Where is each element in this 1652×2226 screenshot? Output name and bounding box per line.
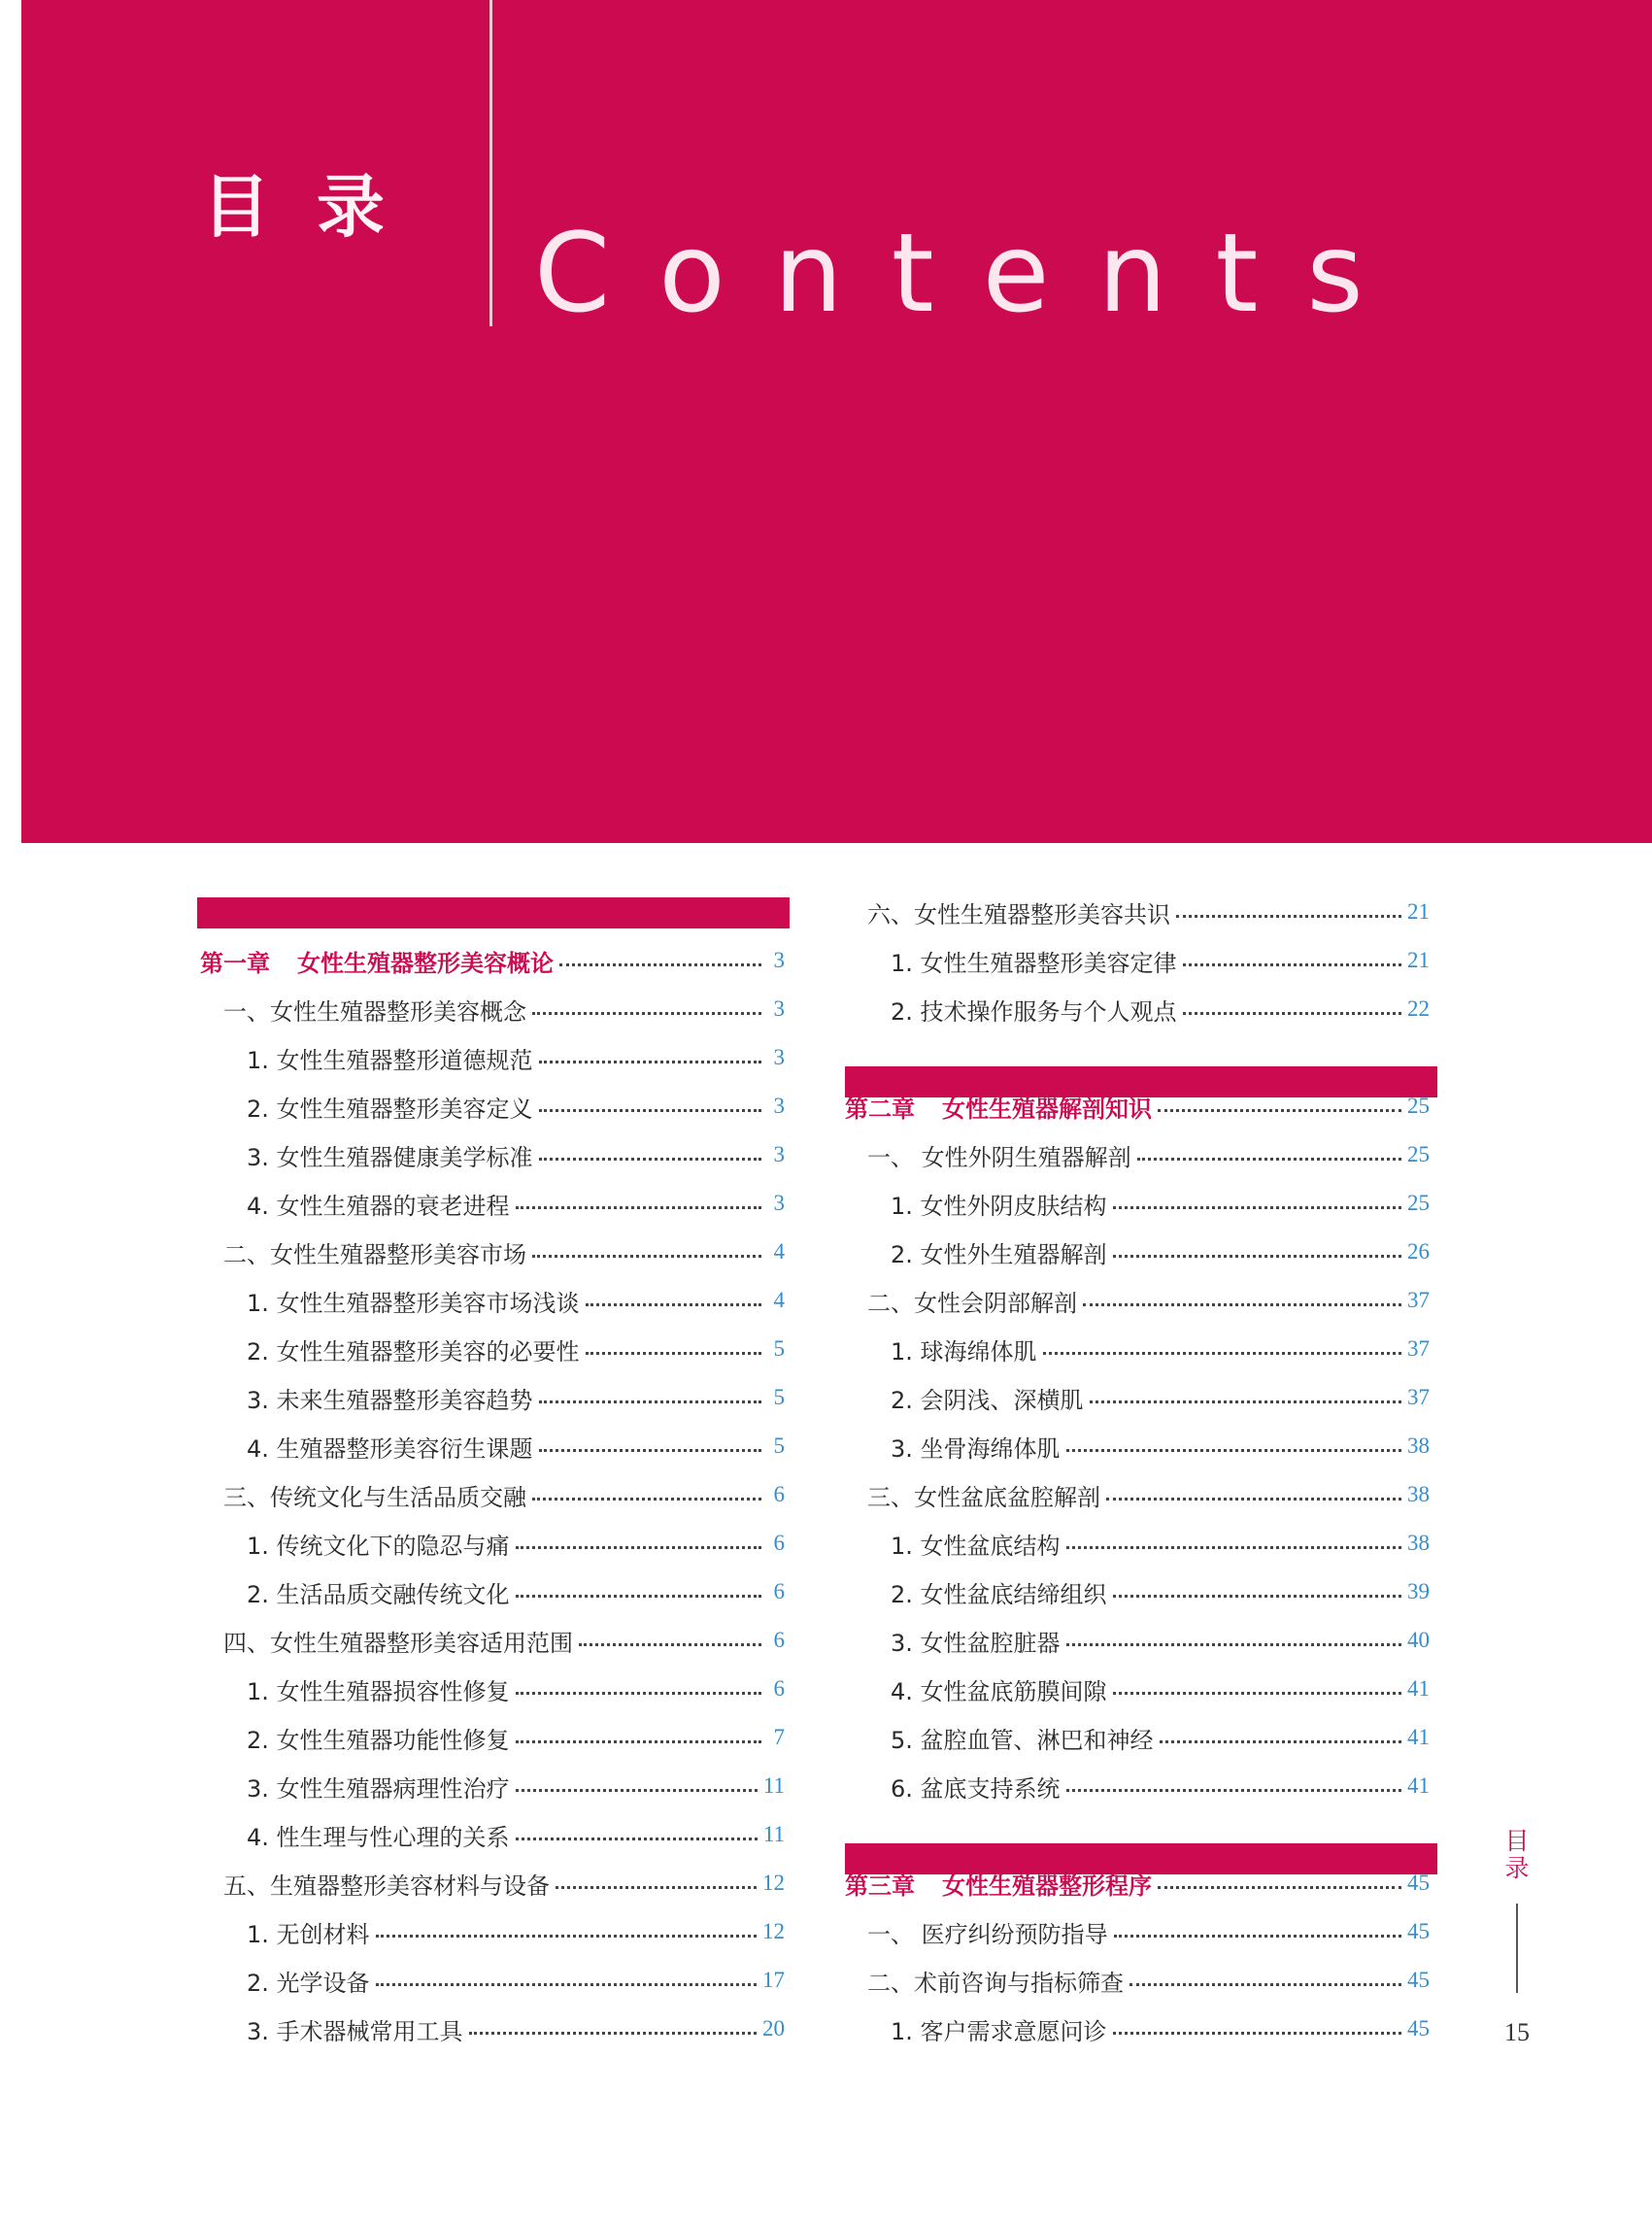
toc-entry-title: 3. 女性生殖器病理性治疗 [247,1774,510,1803]
toc-entry-title: 六、女性生殖器整形美容共识 [867,900,1170,928]
toc-page-number: 4 [773,1288,785,1312]
toc-entry-title: 1. 球海绵体肌 [891,1337,1037,1366]
toc-entry-title: 2. 会阴浅、深横肌 [891,1386,1084,1414]
toc-entry-title: 三、女性盆底盆腔解剖 [867,1483,1100,1511]
toc-entry-item[interactable] [247,1519,785,1568]
toc-page-number: 38 [1407,1482,1430,1506]
toc-page-number: 40 [1407,1628,1430,1652]
dot-leader [1066,1643,1401,1646]
dot-leader [1137,1158,1401,1161]
toc-entry-title: 2. 生活品质交融传统文化 [247,1580,510,1608]
side-section-label: 目录 [1504,1827,1530,1882]
dot-leader [516,1740,761,1743]
toc-entry-title: 5. 盆腔血管、淋巴和神经 [891,1726,1154,1754]
toc-page-number: 37 [1407,1336,1430,1361]
toc-entry-title: 一、 女性外阴生殖器解剖 [867,1143,1131,1171]
title-chinese: 目录 [202,167,431,247]
toc-entry-item[interactable] [247,1907,785,1956]
title-english: Contents [534,211,1412,337]
toc-page-number: 17 [762,1968,785,1992]
dot-leader [1158,1109,1401,1112]
toc-entry-chapter[interactable] [845,1082,1430,1130]
toc-entry-title: 1. 女性生殖器整形美容定律 [891,949,1177,977]
dot-leader [516,1206,761,1209]
toc-page-number: 3 [773,948,785,972]
toc-entry-title: 3. 手术器械常用工具 [247,2017,463,2045]
dot-leader [1183,963,1401,966]
chapter-label: 第一章 [200,949,270,977]
toc-page-number: 45 [1407,2016,1430,2040]
dot-leader [1176,915,1401,918]
toc-entry-title: 1. 客户需求意愿问诊 [891,2017,1107,2045]
toc-entry-title: 四、女性生殖器整形美容适用范围 [223,1629,573,1657]
toc-entry-item[interactable] [891,1228,1430,1276]
toc-entry-chapter[interactable] [200,936,785,985]
toc-page-number: 20 [762,2016,785,2040]
toc-entry-title [200,944,554,978]
toc-page-number: 3 [773,1191,785,1215]
dot-leader [1066,1546,1401,1549]
dot-leader [586,1303,761,1306]
toc-entry-section[interactable] [223,1228,785,1276]
toc-entry-item[interactable] [891,1568,1430,1616]
toc-entry-item[interactable] [891,1713,1430,1762]
toc-entry-item[interactable] [247,1276,785,1325]
toc-page-number: 37 [1407,1288,1430,1312]
toc-page-number: 11 [762,1822,785,1846]
dot-leader [539,1449,761,1452]
chapter-title: 女性生殖器解剖知识 [942,1095,1152,1123]
toc-entry-item[interactable] [247,1568,785,1616]
dot-leader [539,1109,761,1112]
toc-page-number: 11 [762,1773,785,1798]
toc-page-number: 6 [773,1482,785,1506]
toc-entry-title: 1. 女性生殖器损容性修复 [247,1677,510,1705]
dot-leader [532,1498,761,1501]
toc-page-number: 41 [1407,1676,1430,1701]
toc-page-number: 38 [1407,1433,1430,1458]
toc-page-number: 5 [773,1433,785,1458]
dot-leader [1129,1983,1401,1986]
toc-page-number: 3 [773,996,785,1021]
toc-page-number: 5 [773,1336,785,1361]
toc-entry-title: 三、传统文化与生活品质交融 [223,1483,526,1511]
toc-entry-title: 2. 女性生殖器整形美容定义 [247,1095,533,1123]
header-divider [489,0,492,326]
toc-page-number: 41 [1407,1773,1430,1798]
toc-entry-item[interactable] [891,1519,1430,1568]
page-number: 15 [1504,2018,1530,2046]
toc-entry-section[interactable] [867,1470,1430,1519]
toc-entry-title: 2. 技术操作服务与个人观点 [891,997,1177,1026]
toc-entry-item[interactable] [891,1762,1430,1810]
toc-entry-title: 4. 女性生殖器的衰老进程 [247,1192,510,1220]
toc-page-number: 4 [773,1239,785,1264]
dot-leader [1113,2032,1401,2035]
toc-entry-item[interactable] [247,1082,785,1130]
dot-leader [559,963,761,966]
toc-page-number: 21 [1407,899,1430,924]
dot-leader [1043,1352,1401,1355]
toc-entry-section[interactable] [867,1956,1430,2005]
toc-entry-item[interactable] [247,1179,785,1228]
toc-page-number: 6 [773,1579,785,1603]
dot-leader [1106,1498,1401,1501]
dot-leader [376,1935,757,1938]
toc-entry-item[interactable] [247,1810,785,1859]
dot-leader [539,1400,761,1403]
dot-leader [1160,1740,1401,1743]
toc-entry-title: 1. 女性盆底结构 [891,1532,1061,1560]
dot-leader [579,1643,761,1646]
toc-entry-section[interactable] [867,1907,1430,1956]
toc-entry-item[interactable] [247,1130,785,1179]
side-divider [1516,1904,1518,1993]
toc-entry-title: 1. 女性生殖器整形道德规范 [247,1046,533,1074]
toc-page-number: 37 [1407,1385,1430,1409]
toc-entry-title: 1. 女性外阴皮肤结构 [891,1192,1107,1220]
toc-page-number: 6 [773,1628,785,1652]
toc-entry-title: 3. 坐骨海绵体肌 [891,1434,1061,1463]
toc-page-number: 26 [1407,1239,1430,1264]
dot-leader [1113,1692,1401,1695]
chapter-label: 第二章 [845,1095,915,1123]
toc-entry-title: 4. 生殖器整形美容衍生课题 [247,1434,533,1463]
dot-leader [1083,1303,1401,1306]
toc-entry-title: 二、术前咨询与指标筛查 [867,1969,1124,1997]
toc-page-number: 21 [1407,948,1430,972]
header-banner [21,0,1652,843]
dot-leader [1090,1400,1401,1403]
dot-leader [469,2032,757,2035]
toc-entry-item[interactable] [247,1762,785,1810]
toc-entry-item[interactable] [247,1373,785,1422]
toc-page-number: 39 [1407,1579,1430,1603]
toc-page-number: 25 [1407,1094,1430,1118]
dot-leader [1113,1206,1401,1209]
toc-entry-section[interactable] [223,1616,785,1665]
dot-leader [1066,1789,1401,1792]
toc-entry-item[interactable] [891,1665,1430,1713]
toc-entry-title: 3. 未来生殖器整形美容趋势 [247,1386,533,1414]
toc-entry-title: 6. 盆底支持系统 [891,1774,1061,1803]
toc-page-number: 5 [773,1385,785,1409]
toc-entry-item[interactable] [891,985,1430,1033]
toc-entry-chapter[interactable] [845,1859,1430,1907]
toc-entry-title: 1. 女性生殖器整形美容市场浅谈 [247,1289,580,1317]
toc-page-number: 3 [773,1045,785,1069]
dot-leader [556,1886,757,1889]
toc-entry-item[interactable] [891,1179,1430,1228]
toc-page-number: 45 [1407,1871,1430,1895]
toc-entry-section[interactable] [223,1470,785,1519]
dot-leader [516,1546,761,1549]
dot-leader [516,1692,761,1695]
toc-page-number: 38 [1407,1531,1430,1555]
toc-entry-item[interactable] [247,1422,785,1470]
toc-entry-section[interactable] [223,1859,785,1907]
chapter-label: 第三章 [845,1872,915,1900]
toc-page-number: 3 [773,1094,785,1118]
toc-entry-item[interactable] [247,2005,785,2053]
toc-page-number: 45 [1407,1919,1430,1943]
toc-entry-title: 2. 光学设备 [247,1969,370,1997]
toc-entry-title: 2. 女性外生殖器解剖 [891,1240,1107,1268]
dot-leader [532,1012,761,1015]
toc-entry-item[interactable] [247,1956,785,2005]
toc-page-number: 22 [1407,996,1430,1021]
dot-leader [516,1838,758,1840]
toc-entry-item[interactable] [891,936,1430,985]
toc-entry-item[interactable] [891,1616,1430,1665]
dot-leader [1113,1595,1401,1598]
toc-entry-title: 一、 医疗纠纷预防指导 [867,1920,1108,1948]
toc-entry-title: 4. 性生理与性心理的关系 [247,1823,510,1851]
dot-leader [1183,1012,1401,1015]
dot-leader [516,1789,758,1792]
toc-page-number: 12 [762,1871,785,1895]
dot-leader [376,1983,757,1986]
dot-leader [1114,1935,1401,1938]
toc-entry-section[interactable] [867,888,1430,936]
toc-entry-title: 4. 女性盆底筋膜间隙 [891,1677,1107,1705]
toc-entry-title: 二、女性生殖器整形美容市场 [223,1240,526,1268]
toc-entry-title: 五、生殖器整形美容材料与设备 [223,1872,550,1900]
toc-entry-section[interactable] [867,1276,1430,1325]
toc-entry-title: 一、女性生殖器整形美容概念 [223,997,526,1026]
toc-entry-item[interactable] [891,1325,1430,1373]
toc-entry-title: 2. 女性盆底结缔组织 [891,1580,1107,1608]
toc-entry-title [845,1867,1152,1901]
toc-page-number: 6 [773,1676,785,1701]
toc-page-number: 7 [773,1725,785,1749]
dot-leader [516,1595,761,1598]
toc-page-number: 6 [773,1531,785,1555]
toc-page-number: 12 [762,1919,785,1943]
toc-entry-item[interactable] [247,1713,785,1762]
dot-leader [586,1352,761,1355]
dot-leader [1113,1255,1401,1258]
dot-leader [539,1061,761,1063]
chapter-title: 女性生殖器整形美容概论 [297,949,554,977]
toc-entry-item[interactable] [891,1422,1430,1470]
toc-entry-item[interactable] [247,1033,785,1082]
dot-leader [1066,1449,1401,1452]
toc-entry-item[interactable] [247,1665,785,1713]
toc-page-number: 41 [1407,1725,1430,1749]
chapter-title: 女性生殖器整形程序 [942,1872,1152,1900]
dot-leader [539,1158,761,1161]
toc-page-number: 3 [773,1142,785,1166]
dot-leader [532,1255,761,1258]
toc-entry-item[interactable] [891,2005,1430,2053]
toc-entry-title: 二、女性会阴部解剖 [867,1289,1077,1317]
toc-page-number: 25 [1407,1191,1430,1215]
toc-entry-item[interactable] [891,1373,1430,1422]
toc-entry-section[interactable] [867,1130,1430,1179]
toc-entry-title [845,1090,1152,1124]
toc-page-number: 45 [1407,1968,1430,1992]
toc-entry-section[interactable] [223,985,785,1033]
chapter-bar [197,897,790,928]
toc-entry-title: 3. 女性盆腔脏器 [891,1629,1061,1657]
toc-entry-item[interactable] [247,1325,785,1373]
toc-entry-title: 1. 无创材料 [247,1920,370,1948]
toc-entry-title: 1. 传统文化下的隐忍与痛 [247,1532,510,1560]
dot-leader [1158,1886,1401,1889]
toc-entry-title: 3. 女性生殖器健康美学标准 [247,1143,533,1171]
toc-entry-title: 2. 女性生殖器功能性修复 [247,1726,510,1754]
toc-page-number: 25 [1407,1142,1430,1166]
toc-entry-title: 2. 女性生殖器整形美容的必要性 [247,1337,580,1366]
